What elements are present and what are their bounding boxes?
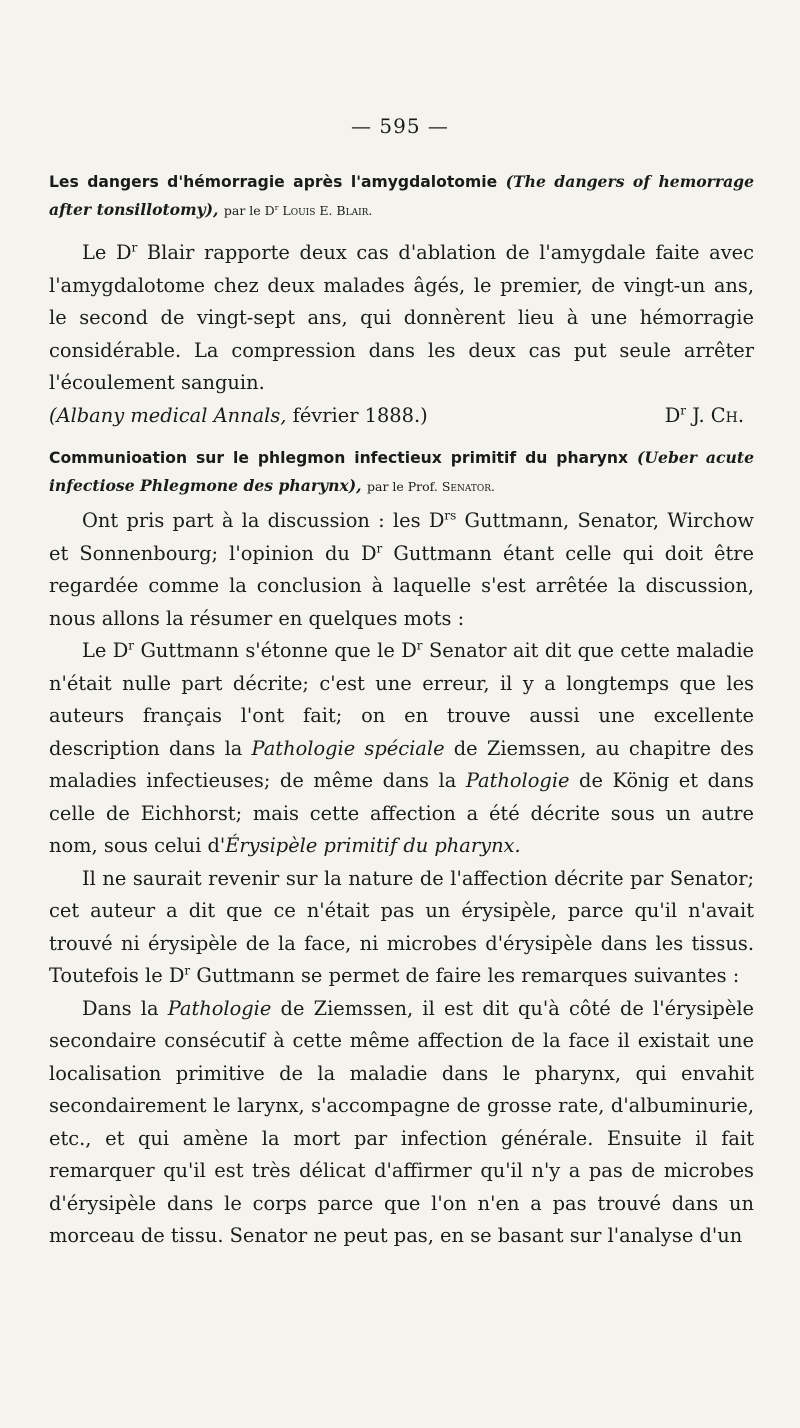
text: Guttmann se permet de faire les remarques suivantes : <box>190 964 740 987</box>
text: de Ziemssen, il est dit qu'à côté de l'érysipèle secondaire consécutif à cette même affection de la face il existait une localisation primitive de la maladie dans le pharynx, qui envahit secondairement le larynx, s'accompagne de grosse rate, d'albuminurie, etc., et qui amène la mort par infection générale. Ensuite il fait remarquer qu'il est très délicat d'affirmer qu'il n'y a pas de microbes d'érysipèle dans le corps parce que l'on n'en a pas trouvé dans un morceau de tissu. Senator ne peut pas, en se basant sur l'analyse d'un <box>49 996 755 1247</box>
author-name: Senator. <box>441 479 495 494</box>
text: Blair rapporte deux cas d'ablation de l'amygdale faite avec l'amygdalotome chez deux malades âgés, le premier, de vingt-un ans, le second de vingt-sept ans, qui donnèrent lieu à une hémorragie considérable. La compression dans les deux cas put seule arrêter l'écoulement sanguin. <box>49 241 754 394</box>
article-1-byline <box>224 203 373 218</box>
article-2-title <box>49 444 754 501</box>
text: Ont pris part à la discussion : les D <box>82 509 445 532</box>
text: Guttmann étant celle qui doit être regardée comme la conclusion à laquelle s'est arrêtée la discussion, nous allons la résumer en quelques mots : <box>49 541 754 630</box>
sup: r <box>184 963 191 978</box>
article-2-paragraph-3 <box>49 863 754 993</box>
source-journal: (Albany medical Annals, <box>49 403 287 427</box>
italic-text: Pathologie spéciale <box>251 736 445 760</box>
article-1-source-line <box>49 400 754 433</box>
page-content <box>49 168 754 1253</box>
text: Le D <box>82 241 132 264</box>
text: Le D <box>82 639 129 662</box>
text: Dans la <box>82 996 168 1020</box>
byline-sup: r <box>274 203 279 213</box>
text: de König et dans celle de Eichhorst; mais cette affection a été décrite sous un autre nom, sous celui d' <box>49 769 754 857</box>
sup: r <box>416 638 423 653</box>
article-1-title-en: (The dangers of hemorrage after tonsillotomy), <box>49 172 754 219</box>
sup: r <box>128 638 135 653</box>
signature-sup: r <box>680 403 687 418</box>
sup: rs <box>444 508 457 523</box>
article-1-paragraph <box>49 237 754 400</box>
italic-text: Pathologie <box>167 996 272 1020</box>
sup: r <box>131 240 138 255</box>
article-1-title <box>49 168 754 225</box>
italic-text: Érysipèle primitif du pharynx. <box>225 834 521 857</box>
article-2-paragraph-1 <box>49 505 754 635</box>
author-name: Louis E. Blair. <box>282 203 373 218</box>
source-citation <box>49 400 428 433</box>
text: Guttmann, Senator, Wirchow et Sonnenbourg; l'opinion du D <box>49 509 754 565</box>
sup: r <box>376 541 383 556</box>
signature-name: J. Ch. <box>686 403 744 427</box>
article-2-paragraph-2 <box>49 635 754 863</box>
text: Il ne saurait revenir sur la nature de l'affection décrite par Senator; cet auteur a dit que ce n'était pas un érysipèle, parce qu'il n'avait trouvé ni érysipèle de la face, ni microbes d'érysipèle dans les tissus. Toutefois le D <box>49 866 754 987</box>
byline-prefix: par le D <box>223 203 275 218</box>
page-number: — 595 — <box>351 114 449 138</box>
article-1-title-fr: Les dangers d'hémorragie après l'amygdalotomie <box>49 173 498 191</box>
article-2-byline <box>367 479 495 494</box>
signature-prefix: D <box>664 403 681 427</box>
source-date: février 1888.) <box>286 403 428 427</box>
italic-text: Pathologie <box>465 769 570 792</box>
byline-prefix: par le Prof. <box>366 479 438 494</box>
article-2-paragraph-4 <box>49 993 754 1253</box>
text: Senator ait dit que cette maladie n'était nulle part décrite; c'est une erreur, il y a longtemps que les auteurs français l'ont fait; on en trouve aussi une excellente description dans la <box>49 639 754 760</box>
article-2-title-de: (Ueber acute infectiose Phlegmone des pharynx), <box>49 448 754 495</box>
text: Guttmann s'étonne que le D <box>134 639 417 662</box>
article-2-title-fr: Communioation sur le phlegmon infectieux primitif du pharynx <box>49 449 629 467</box>
text: de Ziemssen, au chapitre des maladies infectieuses; de même dans la <box>49 736 755 792</box>
signature <box>665 400 744 433</box>
